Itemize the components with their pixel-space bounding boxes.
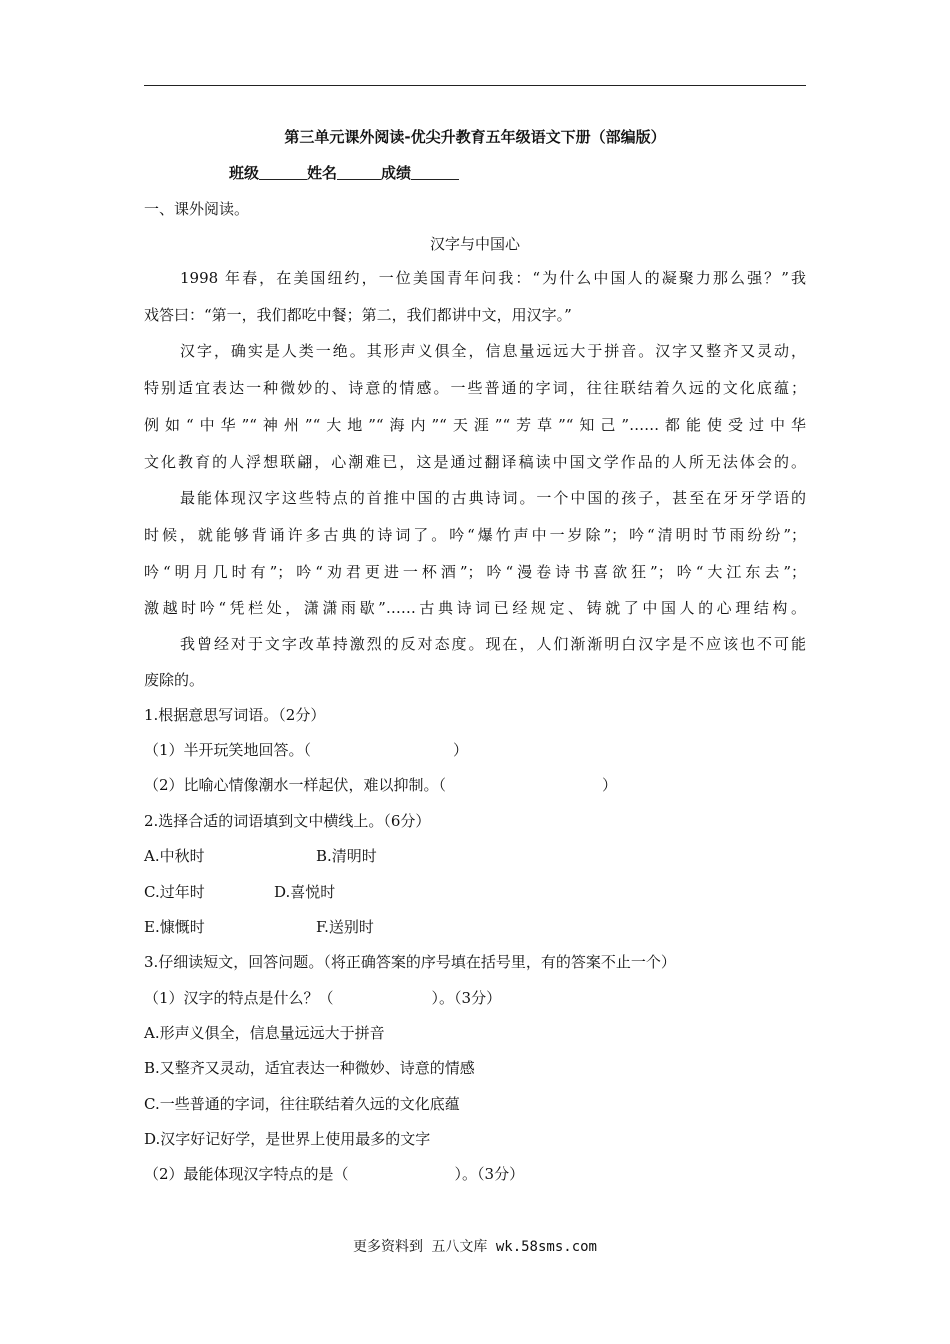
paragraph-line: 汉字，确实是人类一绝。其形声义俱全，信息量远远大于拼音。汉字又整齐又灵动， bbox=[180, 342, 806, 360]
option-d: D.喜悦时 bbox=[274, 883, 336, 901]
class-blank[interactable] bbox=[259, 163, 307, 180]
section-heading: 一、课外阅读。 bbox=[144, 200, 250, 218]
question-3-sub-2: （2）最能体现汉字特点的是（ ）。（3分） bbox=[144, 1165, 525, 1183]
paragraph-line: 最能体现汉字这些特点的首推中国的古典诗词。一个中国的孩子，甚至在牙牙学语的 bbox=[180, 489, 806, 507]
paragraph-line: 1998 年春，在美国纽约，一位美国青年问我：“为什么中国人的凝聚力那么强？”我 bbox=[180, 269, 806, 287]
paragraph-line: 激越时吟“凭栏处，潇潇雨歇”……古典诗词已经规定、铸就了中国人的心理结构。 bbox=[144, 599, 806, 617]
footer-link[interactable]: 更多资料到 五八文库 wk.58sms.com bbox=[352, 1239, 597, 1255]
document-title: 第三单元课外阅读-优尖升教育五年级语文下册（部编版） bbox=[284, 128, 666, 146]
top-rule bbox=[144, 85, 806, 86]
score-blank[interactable] bbox=[411, 163, 459, 180]
score-label: 成绩 bbox=[381, 164, 412, 182]
passage-title: 汉字与中国心 bbox=[429, 235, 520, 253]
paragraph-line: 特别适宜表达一种微妙的、诗意的情感。一些普通的字词，往往联结着久远的文化底蕴； bbox=[144, 379, 806, 397]
paragraph-line: 吟“明月几时有”；吟“劝君更进一杯酒”；吟“漫卷诗书喜欲狂”；吟“大江东去”； bbox=[144, 563, 806, 581]
question-1-item-2: （2）比喻心情像潮水一样起伏，难以抑制。（ ） bbox=[144, 776, 618, 794]
question-3-stem: 3.仔细读短文，回答问题。（将正确答案的序号填在括号里，有的答案不止一个） bbox=[144, 953, 676, 971]
option-c: C.过年时 bbox=[144, 883, 205, 901]
question-1-item-1: （1）半开玩笑地回答。（ ） bbox=[144, 741, 469, 759]
question-1-stem: 1.根据意思写词语。（2分） bbox=[144, 706, 326, 724]
name-label: 姓名 bbox=[307, 164, 338, 182]
choice-c: C.一些普通的字词，往往联结着久远的文化底蕴 bbox=[144, 1095, 460, 1113]
choice-a: A.形声义俱全，信息量远远大于拼音 bbox=[144, 1024, 385, 1042]
paragraph-line: 例如“中华”“神州”“大地”“海内”“天涯”“芳草”“知己”……都能使受过中华 bbox=[144, 416, 806, 434]
question-3-sub-1: （1）汉字的特点是什么？（ ）。（3分） bbox=[144, 989, 502, 1007]
class-label: 班级 bbox=[229, 164, 260, 182]
option-f: F.送别时 bbox=[316, 918, 374, 936]
paragraph-line: 时候，就能够背诵许多古典的诗词了。吟“爆竹声中一岁除”；吟“清明时节雨纷纷”； bbox=[144, 526, 806, 544]
choice-d: D.汉字好记好学，是世界上使用最多的文字 bbox=[144, 1130, 431, 1148]
paragraph-line: 我曾经对于文字改革持激烈的反对态度。现在，人们渐渐明白汉字是不应该也不可能 bbox=[180, 635, 806, 653]
paragraph-line: 文化教育的人浮想联翩，心潮难已，这是通过翻译稿读中国文学作品的人所无法体会的。 bbox=[144, 453, 806, 471]
paragraph-line: 废除的。 bbox=[144, 671, 205, 689]
option-a: A.中秋时 bbox=[144, 847, 205, 865]
question-2-stem: 2.选择合适的词语填到文中横线上。（6分） bbox=[144, 812, 431, 830]
option-b: B.清明时 bbox=[316, 847, 377, 865]
name-blank[interactable] bbox=[337, 163, 381, 180]
option-e: E.慷慨时 bbox=[144, 918, 205, 936]
paragraph-line: 戏答曰：“第一，我们都吃中餐；第二，我们都讲中文，用汉字。” bbox=[144, 306, 572, 324]
student-info-line bbox=[229, 163, 459, 183]
choice-b: B.又整齐又灵动，适宜表达一种微妙、诗意的情感 bbox=[144, 1059, 475, 1077]
